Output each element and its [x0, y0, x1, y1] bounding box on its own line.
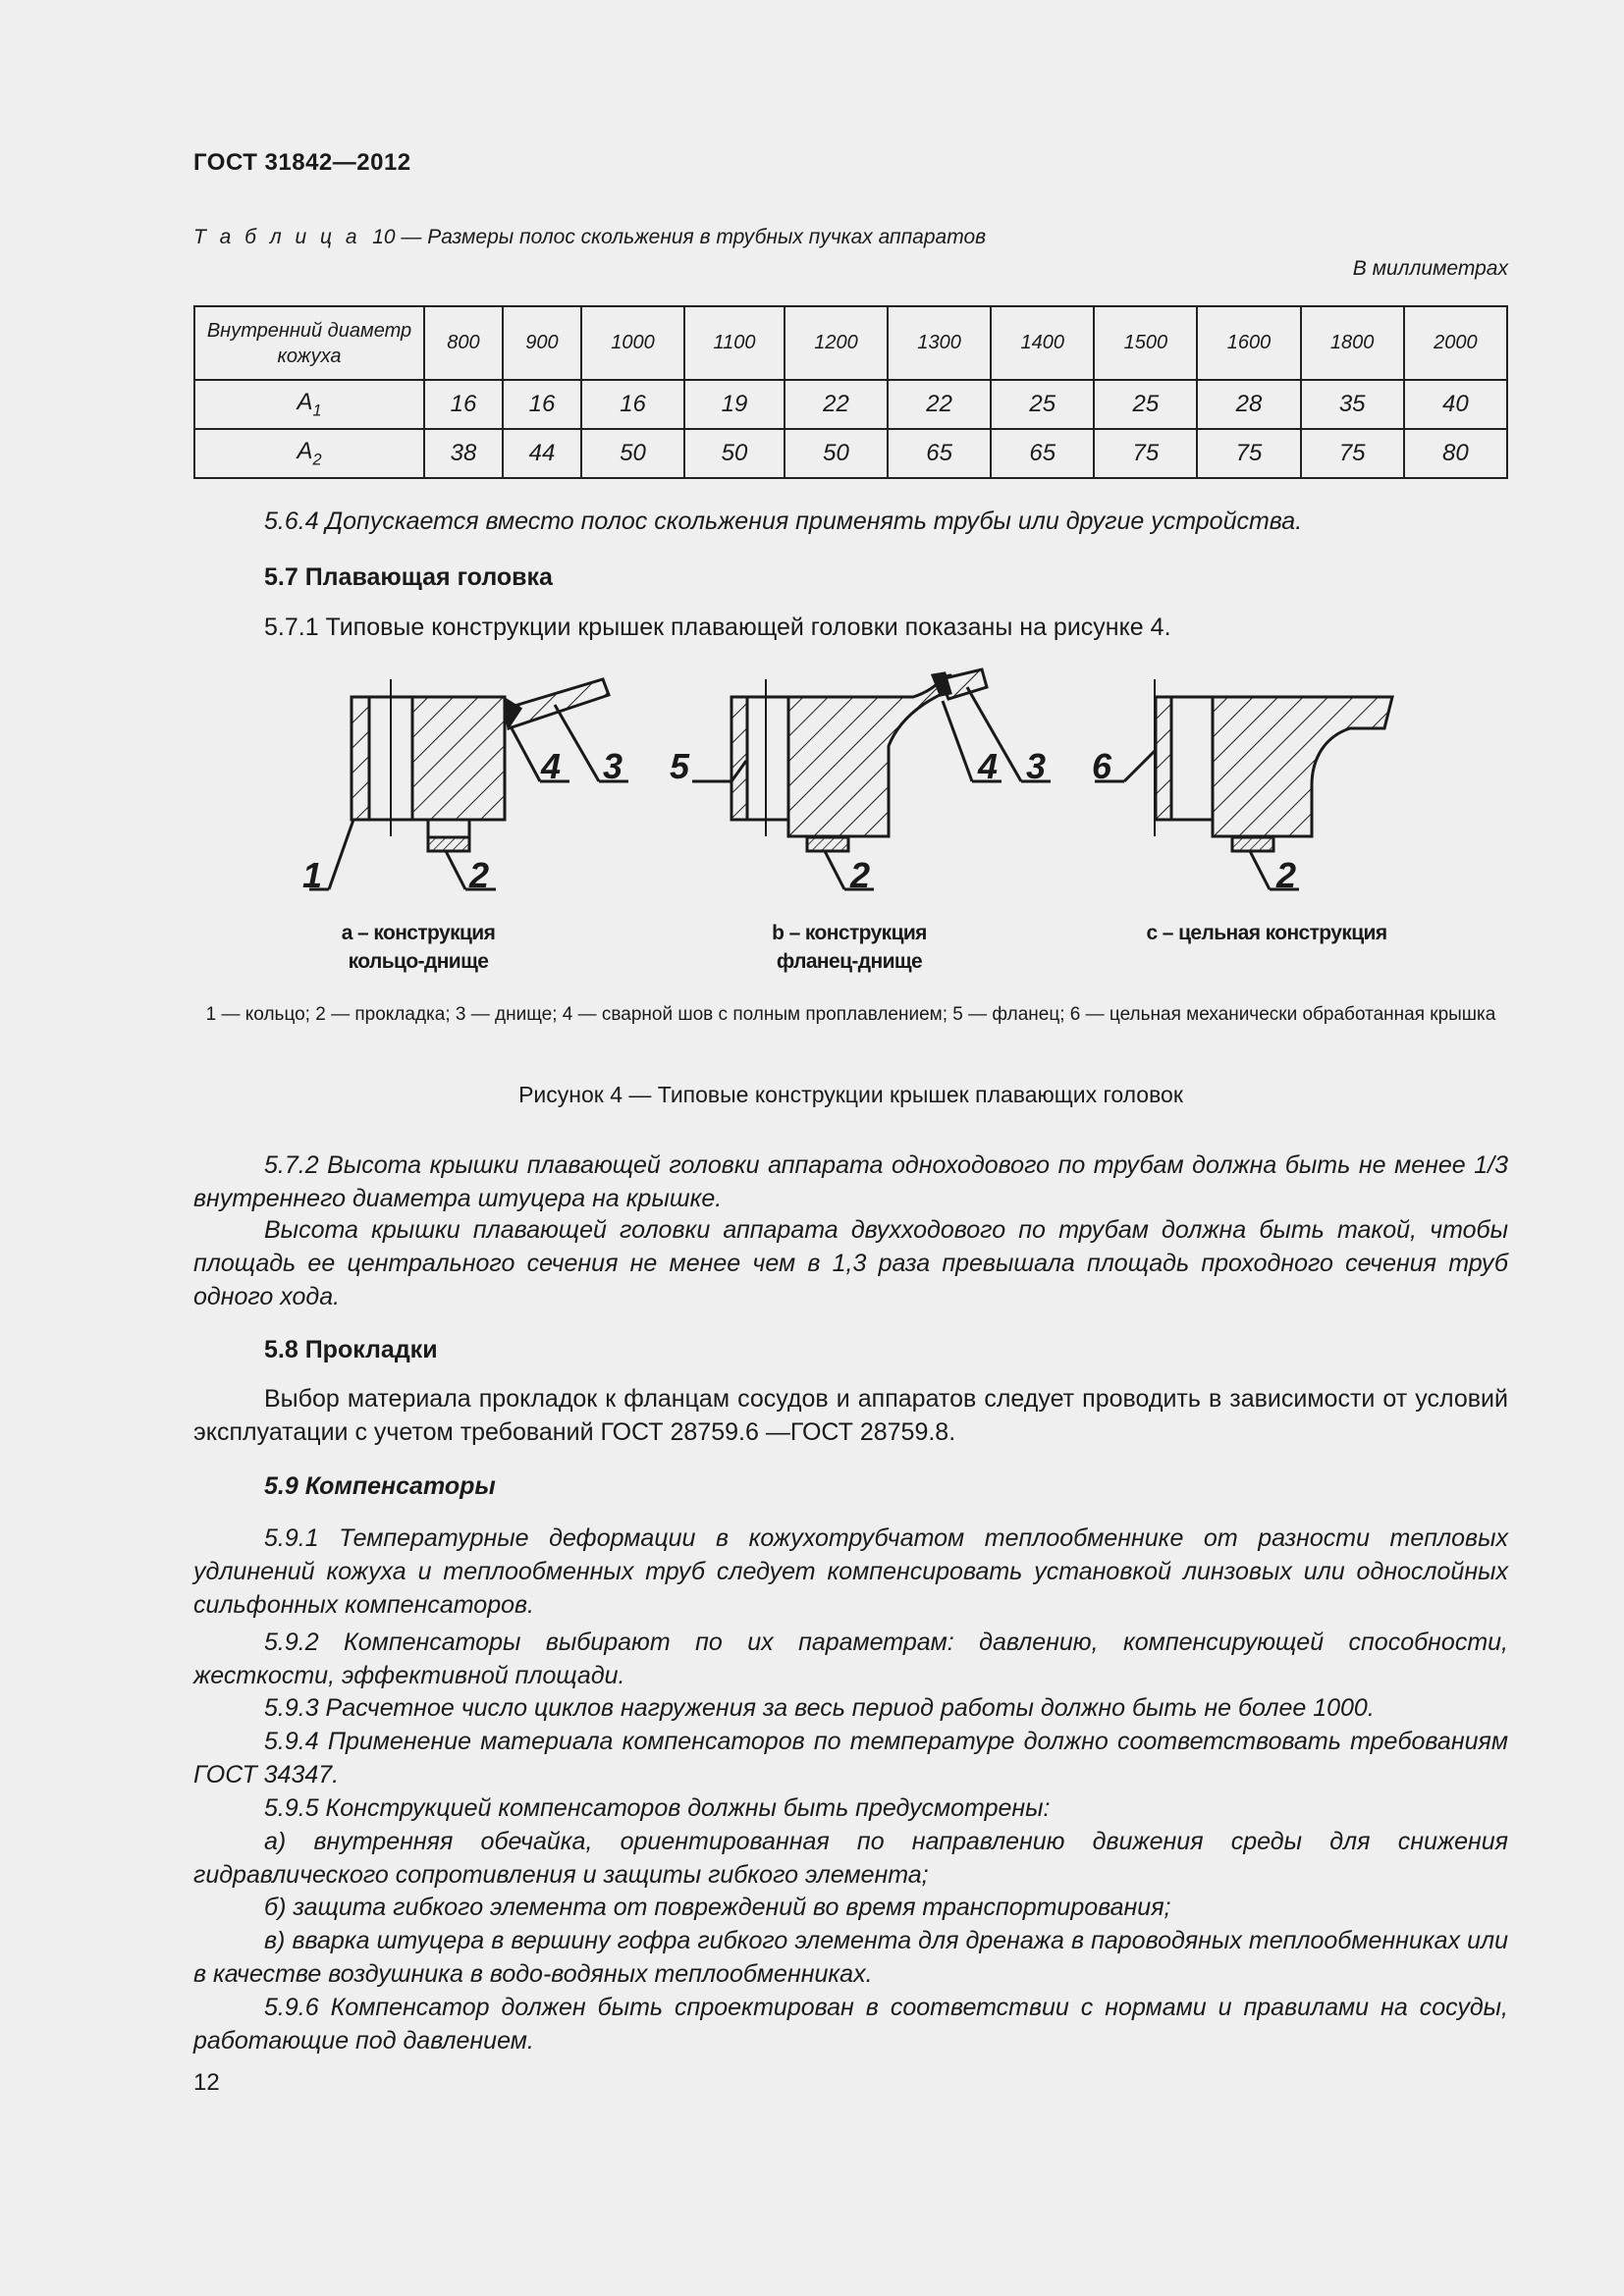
- paragraph-5-9-1: 5.9.1 Температурные деформации в кожухотрубчатом теплообменнике от разности тепловых удлинений кожуха и теплообменных труб следует компенсировать установкой линзовых или однослойных сильфонных компенсаторов.: [193, 1524, 1508, 1619]
- page-number: 12: [193, 2069, 220, 2096]
- table-cell: 65: [888, 429, 991, 478]
- list-item-c: в) вварка штуцера в вершину гофра гибкого элемента для дренажа в пароводяных теплообменниках или в качестве воздушника в водо-водяных теплообменниках.: [193, 1927, 1508, 1988]
- row-label-sub: 2: [312, 451, 322, 469]
- figure-a-label: [310, 919, 526, 976]
- table-cell: 44: [503, 429, 581, 478]
- section-heading-5-8: 5.8 Прокладки: [264, 1336, 438, 1363]
- paragraph-5-7-2: 5.7.2 Высота крышки плавающей головки аппарата одноходового по трубам должна быть не менее 1/3 внутреннего диаметра штуцера на крышке.: [193, 1151, 1508, 1212]
- figure-legend: 1 — кольцо; 2 — прокладка; 3 — днище; 4 — сварной шов с полным проплавлением; 5 — фланец; 6 — цельная механически обработанная крышка: [205, 1004, 1496, 1025]
- fig-a-num-4: 4: [541, 746, 562, 786]
- section-heading-5-9: 5.9 Компенсаторы: [264, 1472, 496, 1500]
- section-heading-5-7: 5.7 Плавающая головка: [264, 563, 553, 591]
- figure-b-label: [736, 919, 962, 976]
- table-cell: 65: [991, 429, 1094, 478]
- table-cell: 50: [684, 429, 785, 478]
- table-header-cell: 1600: [1197, 306, 1300, 380]
- list-item-b: б) защита гибкого элемента от повреждений во время транспортирования;: [264, 1894, 1171, 1921]
- table-cell: 40: [1404, 380, 1507, 429]
- row-label-letter: A: [297, 437, 313, 464]
- paragraph-5-7-1: 5.7.1 Типовые конструкции крышек плавающей головки показаны на рисунке 4.: [264, 614, 1171, 641]
- paragraph-5-9-2: 5.9.2 Компенсаторы выбирают по их параметрам: давлению, компенсирующей способности, жесткости, эффективной площади.: [193, 1629, 1508, 1689]
- table-cell: 28: [1197, 380, 1300, 429]
- table-header-cell: 1300: [888, 306, 991, 380]
- fig-c-num-6: 6: [1092, 746, 1112, 786]
- fig-a-num-1: 1: [302, 855, 323, 895]
- paragraph-5-8: Выбор материала прокладок к фланцам сосудов и аппаратов следует проводить в зависимости от условий эксплуатации с учетом требований ГОСТ 28759.6 —ГОСТ 28759.8.: [193, 1385, 1508, 1446]
- table-cell: 25: [1094, 380, 1197, 429]
- paragraph-5-9-5: 5.9.5 Конструкцией компенсаторов должны быть предусмотрены:: [264, 1794, 1051, 1822]
- figure-a-label-line1: а – конструкция: [341, 922, 496, 944]
- table-header-cell: 1100: [684, 306, 785, 380]
- table-cell: 16: [581, 380, 684, 429]
- table-cell: 16: [503, 380, 581, 429]
- table-cell: 50: [581, 429, 684, 478]
- fig-c-num-2: 2: [1276, 855, 1297, 895]
- table-header-cell: 1500: [1094, 306, 1197, 380]
- table-cell: 25: [991, 380, 1094, 429]
- fig-a-num-2: 2: [469, 855, 490, 895]
- table-caption-text: 10 — Размеры полос скольжения в трубных пучках аппаратов: [372, 226, 987, 248]
- table-header-cell: 900: [503, 306, 581, 380]
- table-units: В миллиметрах: [1352, 257, 1508, 280]
- paragraph-5-9-6: 5.9.6 Компенсатор должен быть спроектирован в соответствии с нормами и правилами на сосуды, работающие под давлением.: [193, 1994, 1508, 2055]
- figure-title: Рисунок 4 — Типовые конструкции крышек плавающих головок: [518, 1082, 1183, 1107]
- table-header-cell: 2000: [1404, 306, 1507, 380]
- table-header-cell: 800: [424, 306, 503, 380]
- document-header: ГОСТ 31842—2012: [193, 149, 411, 176]
- table-header-cell: 1800: [1301, 306, 1404, 380]
- table-cell: 50: [785, 429, 888, 478]
- table-cell: 80: [1404, 429, 1507, 478]
- table-header-label: Внутренний диаметр кожуха: [194, 306, 424, 380]
- table-cell: 38: [424, 429, 503, 478]
- figure-a-label-line2: кольцо-днище: [348, 950, 489, 973]
- figure-c-drawing: [1095, 679, 1392, 889]
- fig-a-num-3: 3: [603, 746, 623, 786]
- figure-b-label-line2: фланец-днище: [776, 950, 923, 973]
- paragraph-5-9-3: 5.9.3 Расчетное число циклов нагружения за весь период работы должно быть не более 1000.: [264, 1694, 1375, 1722]
- table-cell: 75: [1197, 429, 1300, 478]
- row-label-sub: 1: [312, 401, 322, 420]
- fig-b-num-3: 3: [1026, 746, 1047, 786]
- fig-b-num-4: 4: [978, 746, 999, 786]
- table-cell: 22: [888, 380, 991, 429]
- figure-b-label-line1: b – конструкция: [772, 922, 927, 944]
- table-cell: 19: [684, 380, 785, 429]
- paragraph-5-9-4: 5.9.4 Применение материала компенсаторов по температуре должно соответствовать требованиям ГОСТ 34347.: [193, 1728, 1508, 1789]
- table-cell: 22: [785, 380, 888, 429]
- table-cell: 16: [424, 380, 503, 429]
- table-header-cell: 1200: [785, 306, 888, 380]
- fig-b-num-2: 2: [850, 855, 871, 895]
- fig-b-num-5: 5: [670, 746, 690, 786]
- table-caption-label: Т а б л и ц а: [193, 226, 361, 248]
- table-cell: 75: [1301, 429, 1404, 478]
- figure-4-drawing: [0, 0, 1624, 991]
- figure-c-label: с – цельная конструкция: [1146, 922, 1387, 944]
- table-header-cell: 1000: [581, 306, 684, 380]
- table-cell: 35: [1301, 380, 1404, 429]
- row-label-letter: A: [297, 388, 313, 415]
- list-item-a: а) внутренняя обечайка, ориентированная по направлению движения среды для снижения гидравлического сопротивления и защиты гибкого элемента;: [193, 1828, 1508, 1889]
- table-header-cell: 1400: [991, 306, 1094, 380]
- table-cell: 75: [1094, 429, 1197, 478]
- paragraph-5-7-2-continued: Высота крышки плавающей головки аппарата двухходового по трубам должна быть такой, чтобы площадь ее центрального сечения не менее чем в 1,3 раза превышала площадь проходного сечения труб одного хода.: [193, 1216, 1508, 1310]
- paragraph-5-6-4: 5.6.4 Допускается вместо полос скольжения применять трубы или другие устройства.: [264, 507, 1303, 535]
